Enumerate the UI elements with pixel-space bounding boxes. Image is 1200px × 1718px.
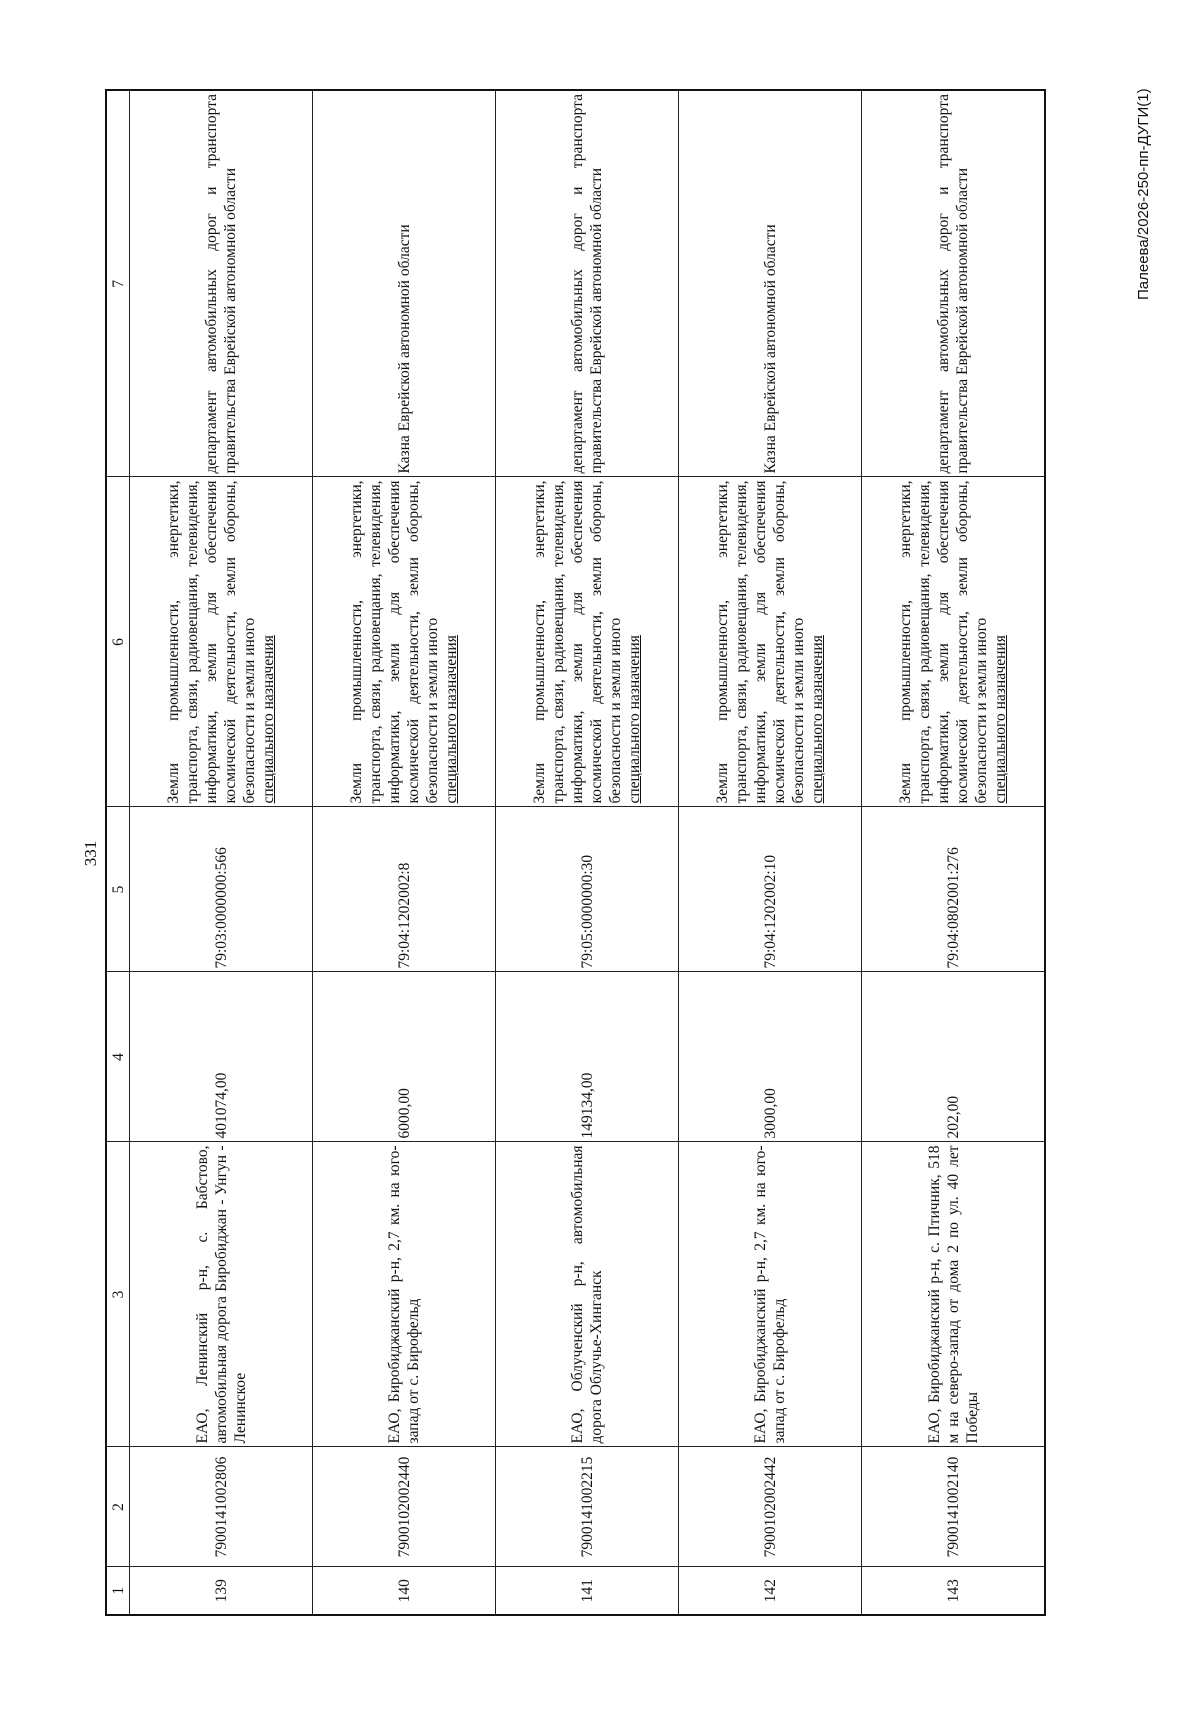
land-category-end: специального назначения <box>992 635 1009 804</box>
property-register-table <box>105 89 1046 1616</box>
cadastral-number: 79:04:1202002:10 <box>679 807 862 972</box>
area: 401074,00 <box>130 972 313 1142</box>
area: 149134,00 <box>496 972 679 1142</box>
land-category-end: специального назначения <box>626 635 643 804</box>
row-number: 140 <box>313 1567 496 1615</box>
owner: Казна Еврейской автономной области <box>313 90 496 477</box>
owner: департамент автомобильных дорог и транспорта правительства Еврейской автономной области <box>130 90 313 477</box>
row-number: 142 <box>679 1567 862 1615</box>
column-header: 1 <box>106 1567 130 1615</box>
registry-code: 7900141002806 <box>130 1447 313 1567</box>
land-category-text: Земли промышленности, энергетики, транспорта, связи, радиовещания, телевидения, информатики, земли для обеспечения космической деятельности, земли обороны, безопасности и земли иного <box>531 480 624 804</box>
land-category-text: Земли промышленности, энергетики, транспорта, связи, радиовещания, телевидения, информатики, земли для обеспечения космической деятельности, земли обороны, безопасности и земли иного <box>165 480 258 804</box>
address: ЕАО, Ленинский р-н, с. Бабстово, автомобильная дорога Биробиджан - Унгун - Ленинское <box>130 1142 313 1447</box>
land-category <box>130 477 313 807</box>
land-category-text: Земли промышленности, энергетики, транспорта, связи, радиовещания, телевидения, информатики, земли для обеспечения космической деятельности, земли обороны, безопасности и земли иного <box>348 480 441 804</box>
area: 3000,00 <box>679 972 862 1142</box>
land-category-text: Земли промышленности, энергетики, транспорта, связи, радиовещания, телевидения, информатики, земли для обеспечения космической деятельности, земли обороны, безопасности и земли иного <box>714 480 807 804</box>
owner: Казна Еврейской автономной области <box>679 90 862 477</box>
registry-code: 7900102002440 <box>313 1447 496 1567</box>
land-category <box>862 477 1046 807</box>
table-row <box>496 90 679 1615</box>
column-number-row <box>106 90 130 1615</box>
registry-code: 7900141002140 <box>862 1447 1046 1567</box>
cadastral-number: 79:05:0000000:30 <box>496 807 679 972</box>
address: ЕАО, Биробиджанский р-н, 2,7 км. на юго-запад от с. Бирофельд <box>679 1142 862 1447</box>
registry-code: 7900102002442 <box>679 1447 862 1567</box>
land-category-end: специального назначения <box>809 635 826 804</box>
cadastral-number: 79:03:0000000:566 <box>130 807 313 972</box>
land-category-end: специального назначения <box>260 635 277 804</box>
cadastral-number: 79:04:1202002:8 <box>313 807 496 972</box>
row-number: 139 <box>130 1567 313 1615</box>
land-category <box>313 477 496 807</box>
area: 202,00 <box>862 972 1046 1142</box>
land-category-end: специального назначения <box>443 635 460 804</box>
registry-code: 7900141002215 <box>496 1447 679 1567</box>
column-header: 7 <box>106 90 130 477</box>
document-footer: Палеева/2026-250-пп-ДУГИ(1) <box>1135 88 1152 300</box>
table-row <box>679 90 862 1615</box>
column-header: 3 <box>106 1142 130 1447</box>
column-header: 2 <box>106 1447 130 1567</box>
land-category <box>679 477 862 807</box>
land-category-text: Земли промышленности, энергетики, транспорта, связи, радиовещания, телевидения, информатики, земли для обеспечения космической деятельности, земли обороны, безопасности и земли иного <box>897 480 990 804</box>
column-header: 6 <box>106 477 130 807</box>
land-category <box>496 477 679 807</box>
owner: департамент автомобильных дорог и транспорта правительства Еврейской автономной области <box>496 90 679 477</box>
table-row <box>130 90 313 1615</box>
column-header: 5 <box>106 807 130 972</box>
table-row <box>313 90 496 1615</box>
table-row <box>862 90 1046 1615</box>
cadastral-number: 79:04:0802001:276 <box>862 807 1046 972</box>
area: 6000,00 <box>313 972 496 1142</box>
row-number: 141 <box>496 1567 679 1615</box>
address: ЕАО, Биробиджанский р-н, с. Птичник, 518 м на северо-запад от дома 2 по ул. 40 лет Победы <box>862 1142 1046 1447</box>
rotated-page <box>81 91 1110 1616</box>
address: ЕАО, Облученский р-н, автомобильная дорога Облучье-Хинганск <box>496 1142 679 1447</box>
owner: департамент автомобильных дорог и транспорта правительства Еврейской автономной области <box>862 90 1046 477</box>
column-header: 4 <box>106 972 130 1142</box>
address: ЕАО, Биробиджанский р-н, 2,7 км. на юго-запад от с. Бирофельд <box>313 1142 496 1447</box>
row-number: 143 <box>862 1567 1046 1615</box>
page-number: 331 <box>81 840 100 867</box>
